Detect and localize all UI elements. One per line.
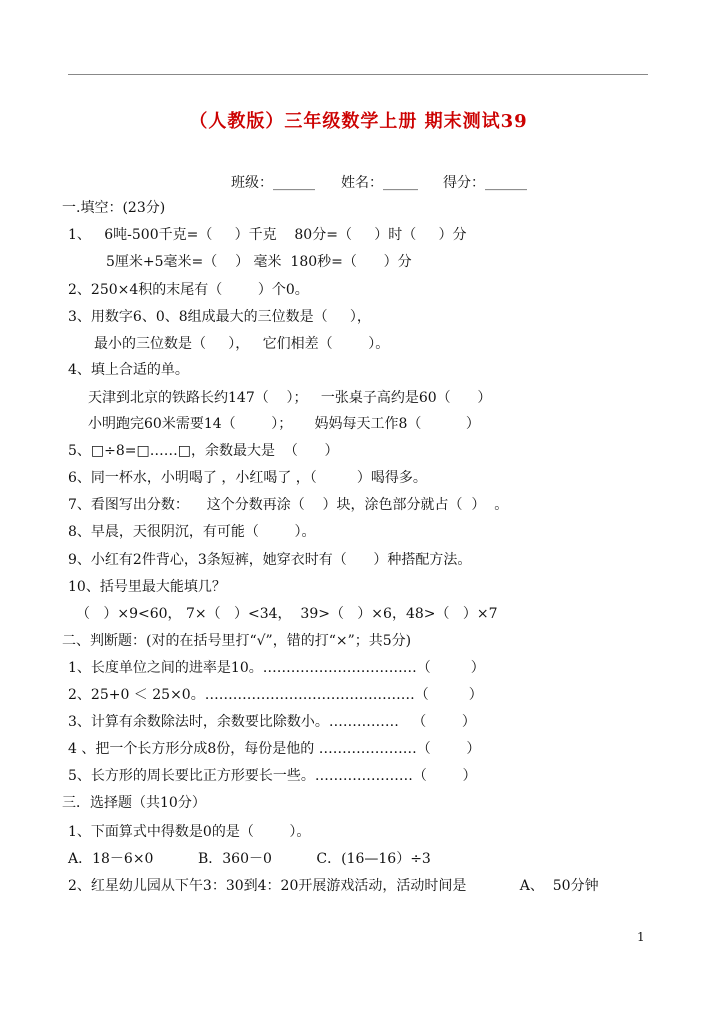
question-line: 9、小红有2件背心，3条短裤，她穿衣时有（ ）种搭配方法。 — [68, 552, 472, 568]
question-line: 2、25+0 ＜ 25×0。………………………………………（ ） — [68, 687, 483, 703]
top-rule — [68, 74, 648, 75]
question-line: 7、看图写出分数： 这个分数再涂（ ）块，涂色部分就占（ ） 。 — [68, 497, 509, 513]
question-line: 最小的三位数是（ ）， 它们相差（ ）。 — [94, 336, 390, 352]
page-number: 1 — [637, 930, 645, 944]
question-line: 5、长方形的周长要比正方形要长一些。…………………（ ） — [68, 768, 477, 784]
question-line: 3、计算有余数除法时，余数要比除数小。…………… （ ） — [68, 714, 476, 730]
question-line: 6、同一杯水，小明喝了 ，小红喝了 ，（ ）喝得多。 — [68, 470, 427, 486]
question-line: 4 、把一个长方形分成8份，每份是他的 …………………（ ） — [68, 741, 481, 757]
question-line: 2、红星幼儿园从下午3：30到4：20开展游戏活动，活动时间是 A、 50分钟 — [68, 878, 599, 894]
name-field: 姓名：_____ — [341, 175, 418, 191]
question-line: 天津到北京的铁路长约147（ ）； 一张桌子高约是60（ ） — [88, 390, 492, 406]
question-line: 8、早晨，天很阴沉，有可能（ ）。 — [68, 524, 316, 540]
section-title-fill: 一.填空：(23分) — [62, 200, 166, 216]
question-line: 4、填上合适的单。 — [68, 362, 189, 378]
question-line: 1、下面算式中得数是0的是（ ）。 — [68, 824, 311, 840]
question-line: 5、□÷8=□……□，余数最大是 （ ） — [68, 443, 339, 459]
question-line: 5厘米+5毫米=（ ） 毫米 180秒=（ ）分 — [106, 254, 412, 270]
page-title: （人教版）三年级数学上册 期末测试39 — [189, 111, 528, 132]
question-line: 1、长度单位之间的进率是10。……………………………（ ） — [68, 660, 485, 676]
question-line: （ ）×9<60， 7×（ ）<34， 39>（ ）×6，48>（ ）×7 — [76, 606, 498, 622]
section-title-choice: 三．选择题（共10分） — [62, 795, 206, 811]
score-field: 得分：______ — [443, 175, 527, 191]
question-line: 3、用数字6、0、8组成最大的三位数是（ ）， — [68, 309, 371, 325]
question-line: A．18－6×0 B．360－0 C．(16—16）÷3 — [68, 851, 431, 867]
class-field: 班级：______ — [231, 175, 315, 191]
question-line: 1、 6吨-500千克=（ ）千克 80分=（ ）时（ ）分 — [68, 227, 467, 243]
question-line: 小明跑完60米需要14（ ）； 妈妈每天工作8（ ） — [88, 416, 480, 432]
question-line: 10、括号里最大能填几？ — [68, 579, 226, 595]
question-line: 2、250×4积的末尾有（ ）个0。 — [68, 282, 309, 298]
section-title-judge: 二、判断题：(对的在括号里打“√”，错的打“×”；共5分) — [62, 633, 412, 649]
